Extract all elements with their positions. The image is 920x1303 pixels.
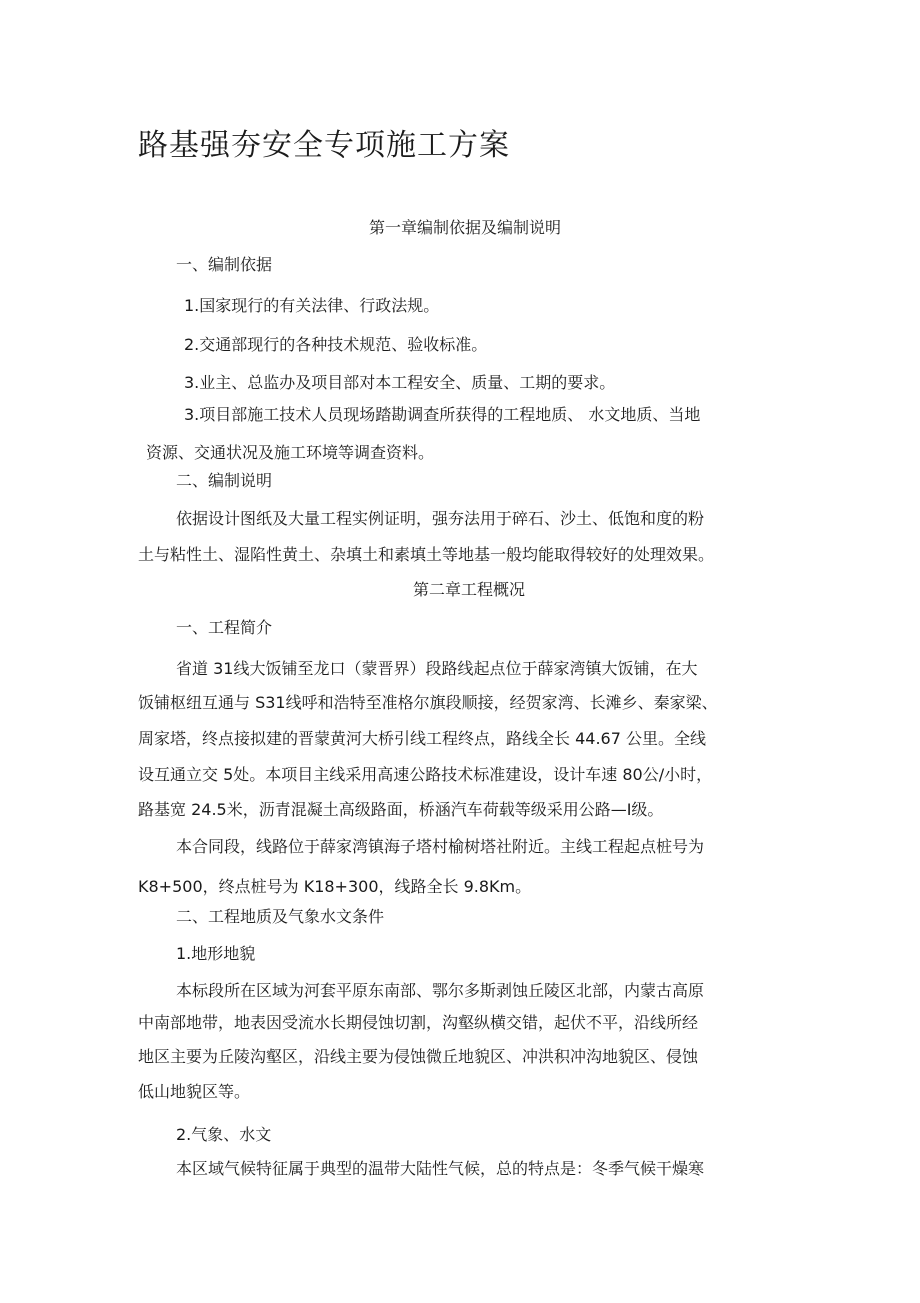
list-item: 1.国家现行的有关法律、行政法规。 (184, 296, 440, 315)
list-item: 3.项目部施工技术人员现场踏勘调查所获得的工程地质、 水文地质、当地 (184, 405, 701, 424)
chapter-2-heading: 第二章工程概况 (412, 580, 525, 599)
paragraph-line: 本标段所在区域为河套平原东南部、鄂尔多斯剥蚀丘陵区北部，内蒙古高原 (176, 981, 705, 1000)
paragraph-line: 中南部地带，地表因受流水长期侵蚀切割，沟壑纵横交错，起伏不平，沿线所经 (138, 1013, 699, 1032)
section-heading: 一、编制依据 (176, 255, 273, 274)
paragraph-line: 地区主要为丘陵沟壑区，沿线主要为侵蚀微丘地貌区、冲洪积冲沟地貌区、侵蚀 (138, 1047, 699, 1066)
paragraph-line: 本合同段，线路位于薛家湾镇海子塔村榆树塔社附近。主线工程起点桩号为 (176, 837, 705, 856)
section-heading: 一、工程简介 (176, 618, 273, 637)
list-item-continuation: 资源、交通状况及施工环境等调查资料。 (146, 443, 435, 462)
document-title: 路基强夯安全专项施工方案 (138, 128, 510, 163)
chapter-1-heading: 第一章编制依据及编制说明 (368, 218, 561, 237)
section-heading: 二、编制说明 (176, 471, 273, 490)
paragraph-line: 省道 31线大饭铺至龙口（蒙晋界）段路线起点位于薛家湾镇大饭铺，在大 (176, 659, 698, 678)
subsection-heading: 1.地形地貌 (176, 944, 256, 963)
paragraph-line: 饭铺枢纽互通与 S31线呼和浩特至准格尔旗段顺接，经贺家湾、长滩乡、秦家梁、 (138, 693, 718, 712)
paragraph-line: 低山地貌区等。 (138, 1082, 251, 1101)
paragraph-line: 依据设计图纸及大量工程实例证明，强夯法用于碎石、沙土、低饱和度的粉 (176, 509, 705, 528)
paragraph-line: 路基宽 24.5米，沥青混凝土高级路面，桥涵汽车荷载等级采用公路—Ⅰ级。 (138, 800, 664, 819)
paragraph-line: 设互通立交 5处。本项目主线采用高速公路技术标准建设，设计车速 80公/小时， (138, 765, 713, 784)
paragraph-line: 周家塔，终点接拟建的晋蒙黄河大桥引线工程终点，路线全长 44.67 公里。全线 (138, 729, 706, 748)
list-item: 2.交通部现行的各种技术规范、验收标准。 (184, 335, 488, 354)
subsection-heading: 2.气象、水文 (176, 1125, 272, 1144)
section-heading: 二、工程地质及气象水文条件 (176, 907, 385, 926)
list-item: 3.业主、总监办及项目部对本工程安全、质量、工期的要求。 (184, 373, 616, 392)
paragraph-line: K8+500，终点桩号为 K18+300，线路全长 9.8Km。 (138, 877, 532, 896)
paragraph-line: 土与粘性土、湿陷性黄土、杂填土和素填土等地基一般均能取得较好的处理效果。 (138, 545, 715, 564)
paragraph-line: 本区域气候特征属于典型的温带大陆性气候，总的特点是：冬季气候干燥寒 (176, 1159, 705, 1178)
